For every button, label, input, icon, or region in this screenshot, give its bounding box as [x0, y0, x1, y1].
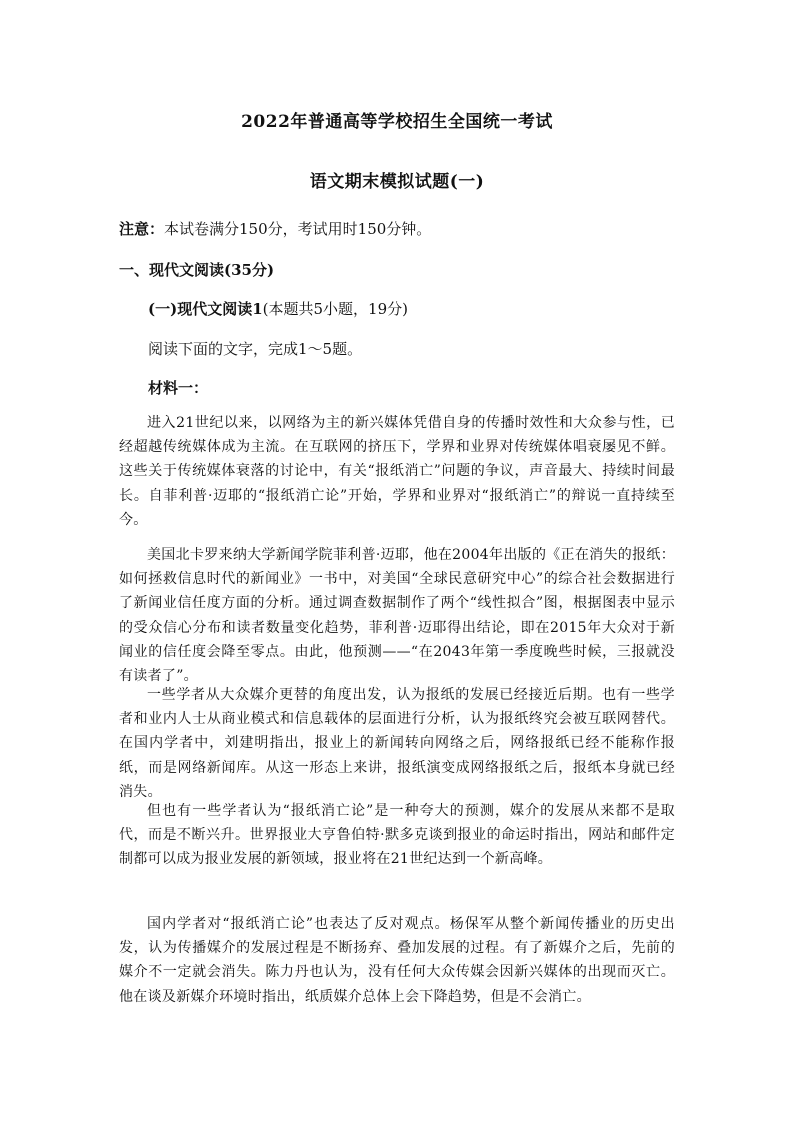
subsection-label: (一)现代文阅读1 [148, 300, 263, 318]
material-label: 材料一： [148, 379, 209, 397]
subsection-heading [148, 298, 408, 319]
reading-instruction: 阅读下面的文字，完成1～5题。 [148, 340, 363, 358]
exam-subtitle: 语文期末模拟试题(一) [309, 172, 485, 192]
passage-paragraph-4: 但也有一些学者认为“报纸消亡论”是一种夸大的预测，媒介的发展从来都不是取代，而是不断兴升。世界报业大亨鲁伯特·默多克谈到报业的命运时指出，网站和邮件定制都可以成为报业发展的新领域，报业将在21世纪达到一个新高峰。 [119, 803, 675, 868]
subsection-detail: (本题共5小题，19分) [262, 300, 408, 318]
notice-label: 注意： [119, 220, 165, 238]
passage-paragraph-2: 美国北卡罗来纳大学新闻学院菲利普·迈耶，他在2004年出版的《正在消失的报纸：如何拯救信息时代的新闻业》一书中，对美国“全球民意研究中心”的综合社会数据进行了新闻业信任度方面的分析。通过调查数据制作了两个“线性拟合”图，根据图表中显示的受众信心分布和读者数量变化趋势，菲利普·迈耶得出结论，即在2015年大众对于新闻业的信任度会降至零点。由此，他预测——“在2043年第一季度晚些时候，三报就没有读者了”。 [119, 547, 675, 685]
passage-paragraph-5: 国内学者对“报纸消亡论”也表达了反对观点。杨保军从整个新闻传播业的历史出发，认为传播媒介的发展过程是不断扬弃、叠加发展的过程。有了新媒介之后，先前的媒介不一定就会消失。陈力丹也认为，没有任何大众传媒会因新兴媒体的出现而灭亡。他在谈及新媒介环境时指出，纸质媒介总体上会下降趋势，但是不会消亡。 [119, 916, 675, 1005]
notice-text: 本试卷满分150分，考试用时150分钟。 [164, 220, 432, 238]
passage-paragraph-3: 一些学者从大众媒介更替的角度出发，认为报纸的发展已经接近后期。也有一些学者和业内人士从商业模式和信息载体的层面进行分析，认为报纸终究会被互联网替代。在国内学者中，刘建明指出，报业上的新闻转向网络之后，网络报纸已经不能称作报纸，而是网络新闻库。从这一形态上来讲，报纸演变成网络报纸之后，报纸本身就已经消失。 [119, 687, 675, 800]
passage-paragraph-1: 进入21世纪以来，以网络为主的新兴媒体凭借自身的传播时效性和大众参与性，已经超越传统媒体成为主流。在互联网的挤压下，学界和业界对传统媒体唱衰屡见不鲜。这些关于传统媒体衰落的讨论中，有关“报纸消亡”问题的争议，声音最大、持续时间最长。自菲利普·迈耶的“报纸消亡论”开始，学界和业界对“报纸消亡”的辩说一直持续至今。 [119, 415, 675, 528]
notice-line [119, 218, 431, 239]
exam-title: 2022年普通高等学校招生全国统一考试 [241, 112, 553, 132]
section-title: 一、现代文阅读(35分) [119, 261, 275, 279]
